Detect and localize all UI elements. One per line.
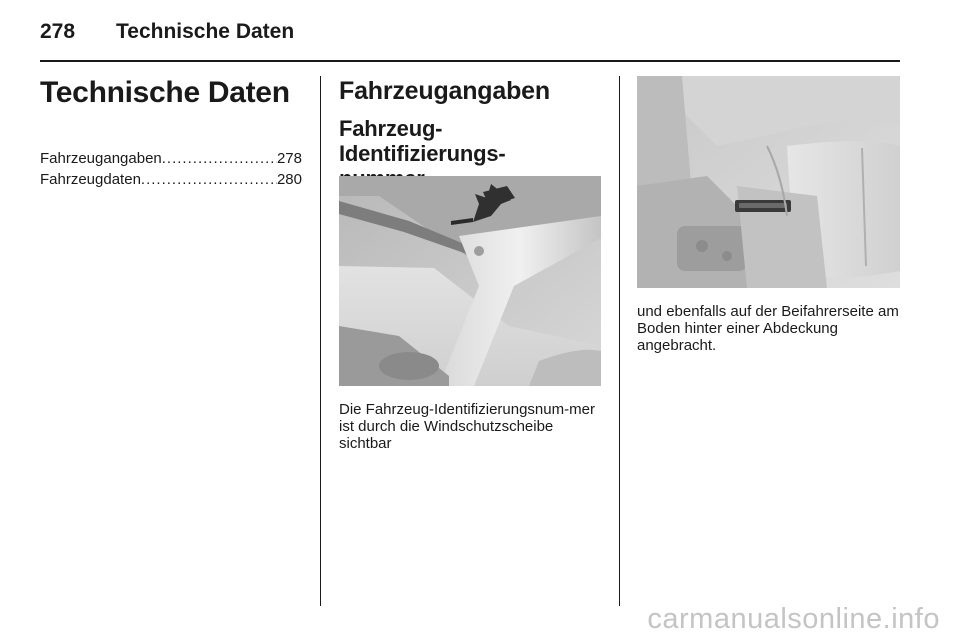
toc-entry-page: 278 [276,150,302,167]
figure-caption: Die Fahrzeug-Identifizierungsnum-mer ist durch die Windschutzscheibe sichtbar [339,401,595,452]
passenger-floor-vin-illustration [637,76,900,288]
toc-entry[interactable] [40,169,302,190]
chapter-title: Technische Daten [40,76,290,109]
toc-leader-dots [141,169,277,190]
running-title: Technische Daten [116,20,295,43]
column-divider [320,76,321,606]
column-left [40,76,302,190]
toc-leader-dots [162,148,277,169]
page-header [40,20,900,50]
section-title: Fahrzeugangaben [339,77,550,105]
subsection-title-line: Fahrzeug-Identifizierungs- [339,116,506,166]
toc-entry-label: Fahrzeugangaben [40,150,162,167]
header-rule [40,60,900,62]
toc-entry-page: 280 [276,171,302,188]
column-middle [339,76,601,191]
toc-entry[interactable] [40,148,302,169]
watermark: carmanualsonline.info [647,603,940,635]
windshield-vin-illustration [339,176,601,386]
table-of-contents [40,148,302,190]
figure-caption: und ebenfalls auf der Beifahrerseite am Boden hinter einer Abdeckung angebracht. [637,303,899,354]
page-number: 278 [40,20,76,43]
column-divider [619,76,620,606]
toc-entry-label: Fahrzeugdaten [40,171,141,188]
